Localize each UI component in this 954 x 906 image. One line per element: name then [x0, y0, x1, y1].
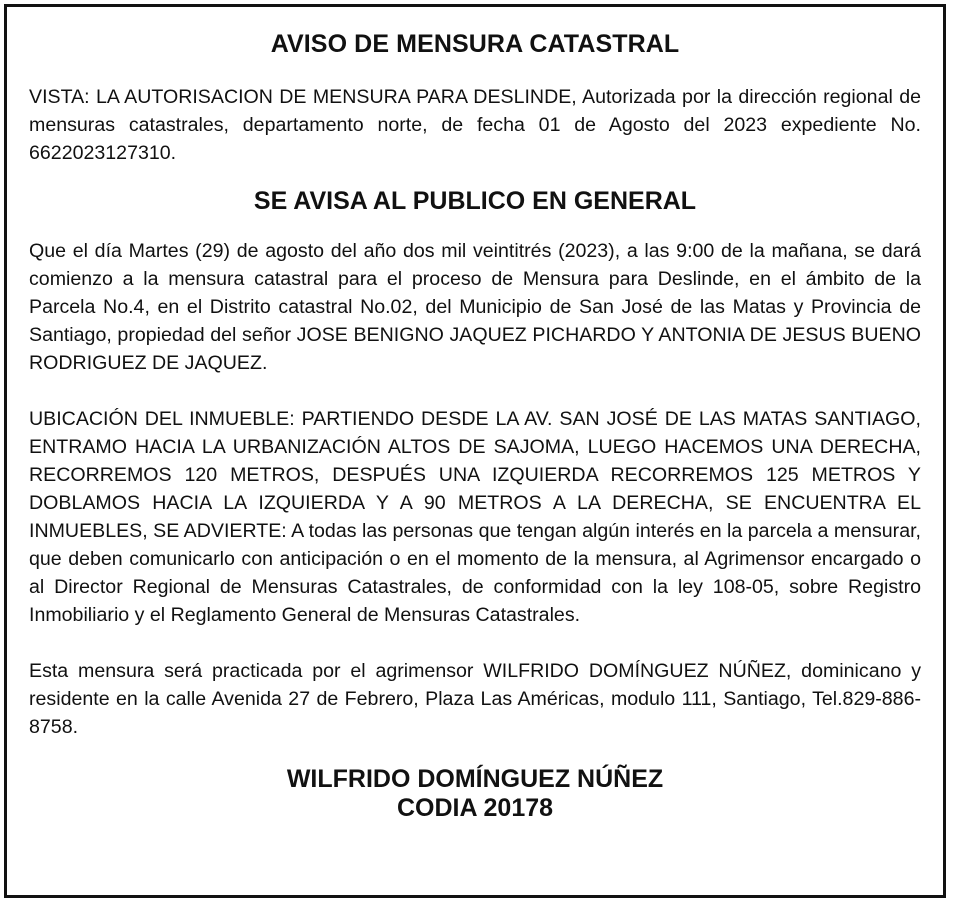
notice-title: AVISO DE MENSURA CATASTRAL: [270, 30, 680, 58]
surveyor-paragraph: Esta mensura será practicada por el agrimensor WILFRIDO DOMÍNGUEZ NÚÑEZ, dominicano y residente en la calle Avenida 27 de Febrero, Plaza Las Américas, modulo 111, Santiago, Tel.829-886-8758.: [29, 660, 921, 738]
signature-codia: CODIA 20178: [396, 794, 554, 822]
vista-paragraph: VISTA: LA AUTORISACION DE MENSURA PARA DESLINDE, Autorizada por la dirección regional de mensuras catastrales, departamento norte, de fecha 01 de Agosto del 2023 expediente No. 6622023127310.: [29, 86, 921, 164]
notice-subtitle: SE AVISA AL PUBLICO EN GENERAL: [253, 187, 697, 215]
signature-name: WILFRIDO DOMÍNGUEZ NÚÑEZ: [286, 765, 664, 793]
location-paragraph: UBICACIÓN DEL INMUEBLE: PARTIENDO DESDE LA AV. SAN JOSÉ DE LAS MATAS SANTIAGO, ENTRAMO HACIA LA URBANIZACIÓN ALTOS DE SAJOMA, LUEGO HACEMOS UNA DERECHA, RECORREMOS 120 METROS, DESPUÉS UNA IZQUIERDA RECORREMOS 125 METROS Y DOBLAMOS HACIA LA IZQUIERDA Y A 90 METROS A LA DERECHA, SE ENCUENTRA EL INMUEBLES, SE ADVIERTE: A todas las personas que tengan algún interés en la parcela a mensurar, que deben comunicarlo con anticipación o en el momento de la mensura, al Agrimensor encargado o al Director Regional de Mensuras Catastrales, de conformidad con la ley 108-05, sobre Registro Inmobiliario y el Reglamento General de Mensuras Catastrales.: [29, 408, 921, 626]
notice-box: [4, 4, 946, 898]
signature-block: [29, 765, 921, 823]
schedule-paragraph: Que el día Martes (29) de agosto del año dos mil veintitrés (2023), a las 9:00 de la mañana, se dará comienzo a la mensura catastral para el proceso de Mensura para Deslinde, en el ámbito de la Parcela No.4, en el Distrito catastral No.02, del Municipio de San José de las Matas y Provincia de Santiago, propiedad del señor JOSE BENIGNO JAQUEZ PICHARDO Y ANTONIA DE JESUS BUENO RODRIGUEZ DE JAQUEZ.: [29, 240, 921, 374]
